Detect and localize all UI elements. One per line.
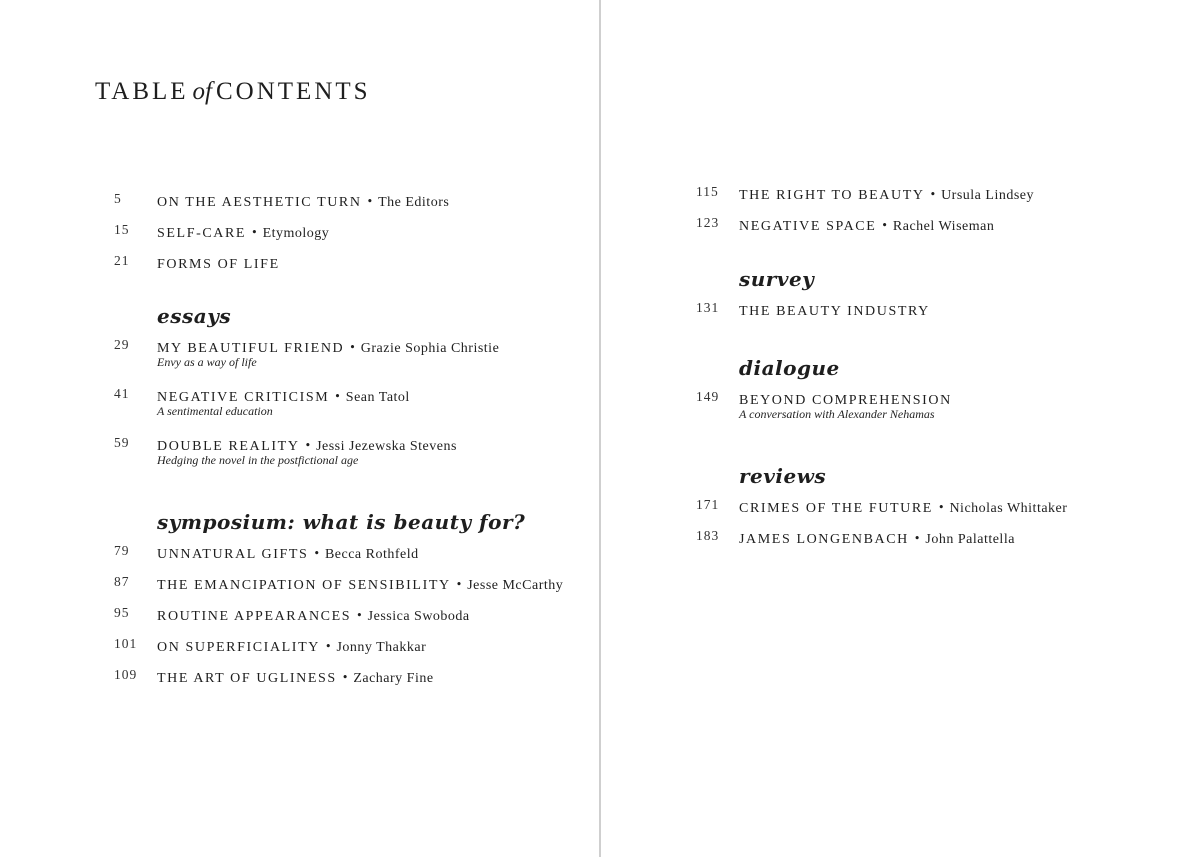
entry-subtitle: A sentimental education xyxy=(157,404,273,418)
entry-title: SELF-CARE xyxy=(157,226,247,241)
right-page xyxy=(601,0,1200,857)
entry-author: Jessica Swoboda xyxy=(367,609,470,624)
entry-title: DOUBLE REALITY xyxy=(157,439,300,454)
entry-title: ON THE AESTHETIC TURN xyxy=(157,195,362,210)
bullet-separator: • xyxy=(313,547,320,560)
reviews-section xyxy=(696,463,1068,559)
page-number: 183 xyxy=(696,528,720,543)
entry-author: Grazie Sophia Christie xyxy=(360,341,500,356)
section-heading-reviews: reviews xyxy=(739,464,827,488)
bullet-separator: • xyxy=(349,341,356,354)
toc-entry[interactable] xyxy=(114,337,500,386)
page-title xyxy=(95,78,371,106)
bullet-separator: • xyxy=(937,501,945,514)
toc-entry[interactable] xyxy=(696,389,952,438)
page-number: 123 xyxy=(696,215,720,230)
page-number: 131 xyxy=(696,300,720,315)
entry-title: THE RIGHT TO BEAUTY xyxy=(739,188,925,203)
entry-author: John Palattella xyxy=(925,532,1015,547)
entry-title: CRIMES OF THE FUTURE xyxy=(739,501,933,516)
section-heading-essays: essays xyxy=(157,304,232,328)
entry-title: BEYOND COMPREHENSION xyxy=(739,393,952,408)
section-heading-symposium: symposium: what is beauty for? xyxy=(157,510,526,534)
entry-title: MY BEAUTIFUL FRIEND xyxy=(157,341,345,356)
entry-author: Jesse McCarthy xyxy=(467,578,564,593)
toc-entry[interactable] xyxy=(114,605,525,636)
bullet-separator: • xyxy=(881,219,888,232)
bullet-separator: • xyxy=(913,532,921,545)
page-number: 95 xyxy=(114,605,130,620)
bullet-separator: • xyxy=(455,578,463,591)
entry-title: JAMES LONGENBACH xyxy=(739,532,909,547)
entry-title: FORMS OF LIFE xyxy=(157,257,280,272)
toc-entry[interactable] xyxy=(696,528,1015,559)
toc-entry[interactable] xyxy=(696,300,930,331)
essays-section xyxy=(114,303,500,484)
page-number: 101 xyxy=(114,636,138,651)
entry-title: THE ART OF UGLINESS xyxy=(157,671,337,686)
survey-section xyxy=(696,266,930,331)
page-number: 109 xyxy=(114,667,138,682)
entry-author: Jessi Jezewska Stevens xyxy=(316,439,457,454)
page-number: 79 xyxy=(114,543,130,558)
bullet-separator: • xyxy=(324,640,332,653)
entry-author: Ursula Lindsey xyxy=(941,188,1034,203)
page-number: 87 xyxy=(114,574,130,589)
bullet-separator: • xyxy=(356,609,363,622)
entry-title: ROUTINE APPEARANCES xyxy=(157,609,352,624)
entry-title: NEGATIVE CRITICISM xyxy=(157,390,330,405)
dialogue-section xyxy=(696,355,952,438)
entry-author: Rachel Wiseman xyxy=(892,219,995,234)
bullet-separator: • xyxy=(341,671,349,684)
toc-entry[interactable] xyxy=(114,574,564,605)
entry-subtitle: A conversation with Alexander Nehamas xyxy=(739,407,935,421)
bullet-separator: • xyxy=(304,439,312,452)
section-heading-survey: survey xyxy=(739,267,815,291)
page-number: 29 xyxy=(114,337,130,352)
page-number: 149 xyxy=(696,389,720,404)
symposium-section xyxy=(114,509,564,698)
toc-entry[interactable] xyxy=(114,667,525,698)
toc-entry[interactable] xyxy=(114,386,410,435)
page-number: 21 xyxy=(114,253,130,268)
toc-entry[interactable] xyxy=(696,497,1068,528)
page-number: 59 xyxy=(114,435,130,450)
entry-subtitle: Hedging the novel in the postfictional age xyxy=(157,453,359,467)
page-number: 171 xyxy=(696,497,720,512)
entry-title: ON SUPERFICIALITY xyxy=(157,640,320,655)
page-number: 115 xyxy=(696,184,719,199)
bullet-separator: • xyxy=(366,195,374,208)
entry-author: The Editors xyxy=(378,195,450,210)
entry-subtitle: Envy as a way of life xyxy=(157,355,257,369)
bullet-separator: • xyxy=(334,390,341,403)
bullet-separator: • xyxy=(929,188,937,201)
entry-title: NEGATIVE SPACE xyxy=(739,219,877,234)
title-word-table: TABLE xyxy=(95,78,189,105)
toc-entry[interactable] xyxy=(114,636,525,667)
section-heading-dialogue: dialogue xyxy=(739,356,840,380)
entry-author: Zachary Fine xyxy=(353,671,434,686)
entry-author: Jonny Thakkar xyxy=(336,640,427,655)
toc-entry[interactable] xyxy=(114,435,457,484)
page-number: 15 xyxy=(114,222,130,237)
title-word-of: of xyxy=(192,78,212,105)
entry-title: THE EMANCIPATION OF SENSIBILITY xyxy=(157,578,451,593)
entry-author: Etymology xyxy=(262,226,330,241)
entry-author: Sean Tatol xyxy=(345,390,410,405)
entry-author: Becca Rothfeld xyxy=(324,547,419,562)
title-word-contents: CONTENTS xyxy=(216,78,371,105)
entry-title: THE BEAUTY INDUSTRY xyxy=(739,304,930,319)
page-number: 41 xyxy=(114,386,130,401)
page-number: 5 xyxy=(114,191,122,206)
entry-title: UNNATURAL GIFTS xyxy=(157,547,309,562)
entry-author: Nicholas Whittaker xyxy=(949,501,1068,516)
bullet-separator: • xyxy=(251,226,258,239)
toc-entry[interactable] xyxy=(114,543,525,574)
